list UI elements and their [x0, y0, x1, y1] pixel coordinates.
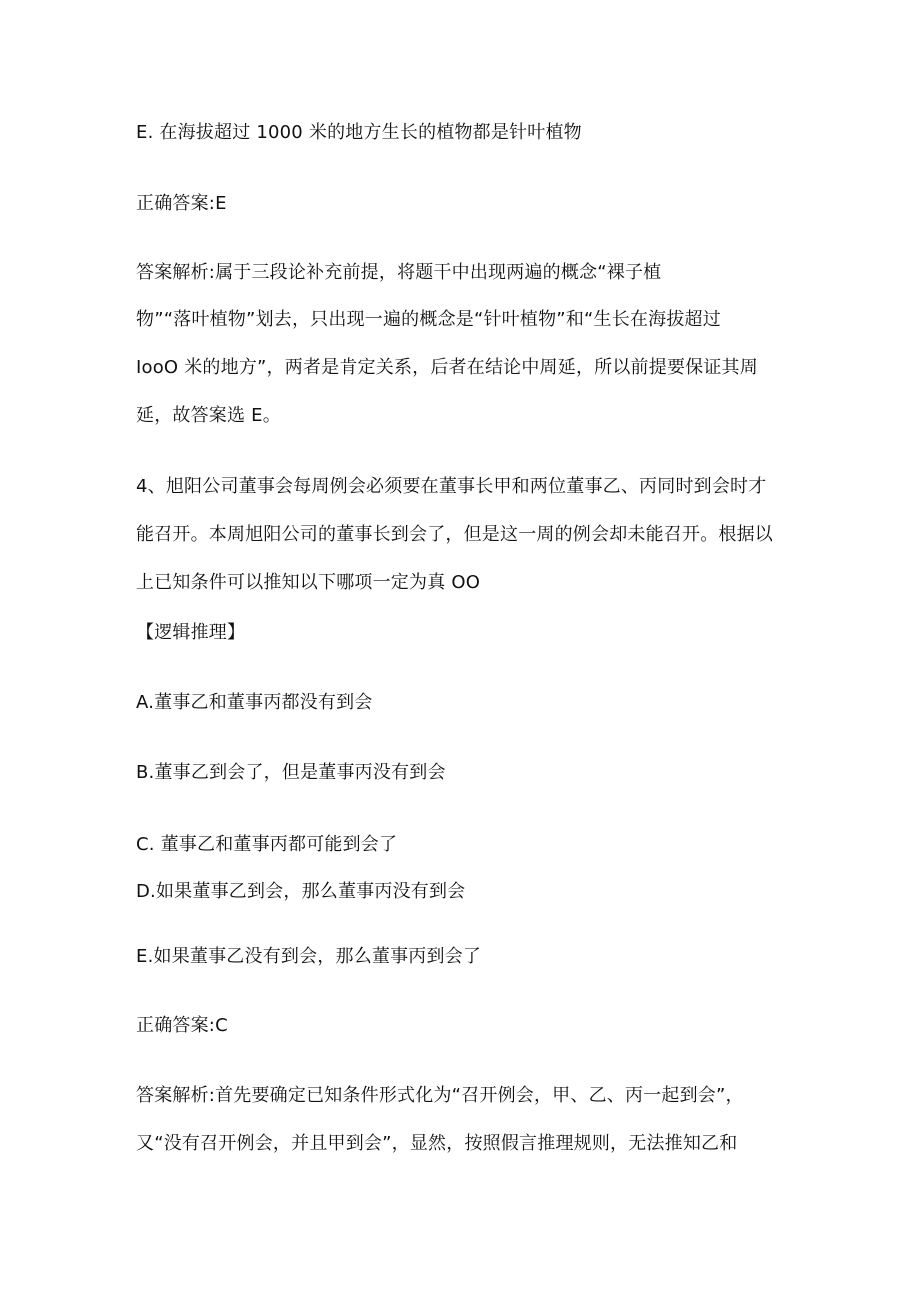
previous-explanation-line-3: IooO 米的地方”，两者是肯定关系，后者在结论中周延，所以前提要保证其周 [136, 357, 758, 378]
question-4-explanation-line-1: 答案解析:首先要确定已知条件形式化为“召开例会，甲、乙、丙一起到会”， [136, 1085, 744, 1106]
question-4-stem-line-2: 能召开。本周旭阳公司的董事长到会了，但是这一周的例会却未能召开。根据以 [136, 524, 773, 545]
question-4-explanation-line-2: 又“没有召开例会，并且甲到会”，显然，按照假言推理规则，无法推知乙和 [136, 1133, 738, 1154]
option-e: E.如果董事乙没有到会，那么董事丙到会了 [136, 946, 482, 967]
previous-explanation-line-1: 答案解析:属于三段论补充前提，将题干中出现两遍的概念“裸子植 [136, 262, 662, 283]
previous-answer: 正确答案:E [136, 193, 227, 214]
question-4-stem-line-1: 4、旭阳公司董事会每周例会必须要在董事长甲和两位董事乙、丙同时到会时才 [136, 476, 767, 497]
option-c: C. 董事乙和董事丙都可能到会了 [136, 834, 398, 855]
question-4-answer: 正确答案:C [136, 1015, 228, 1036]
previous-option-e: E. 在海拔超过 1000 米的地方生长的植物都是针叶植物 [136, 122, 582, 143]
question-category: 【逻辑推理】 [136, 622, 246, 643]
previous-explanation-line-2: 物”“落叶植物”划去，只出现一遍的概念是“针叶植物”和“生长在海拔超过 [136, 309, 721, 330]
option-b: B.董事乙到会了，但是董事丙没有到会 [136, 762, 446, 783]
option-d: D.如果董事乙到会，那么董事丙没有到会 [136, 881, 466, 902]
option-a: A.董事乙和董事丙都没有到会 [136, 692, 373, 713]
question-4-stem-line-3: 上已知条件可以推知以下哪项一定为真 OO [136, 572, 481, 593]
previous-explanation-line-4: 延，故答案选 E。 [136, 405, 281, 426]
